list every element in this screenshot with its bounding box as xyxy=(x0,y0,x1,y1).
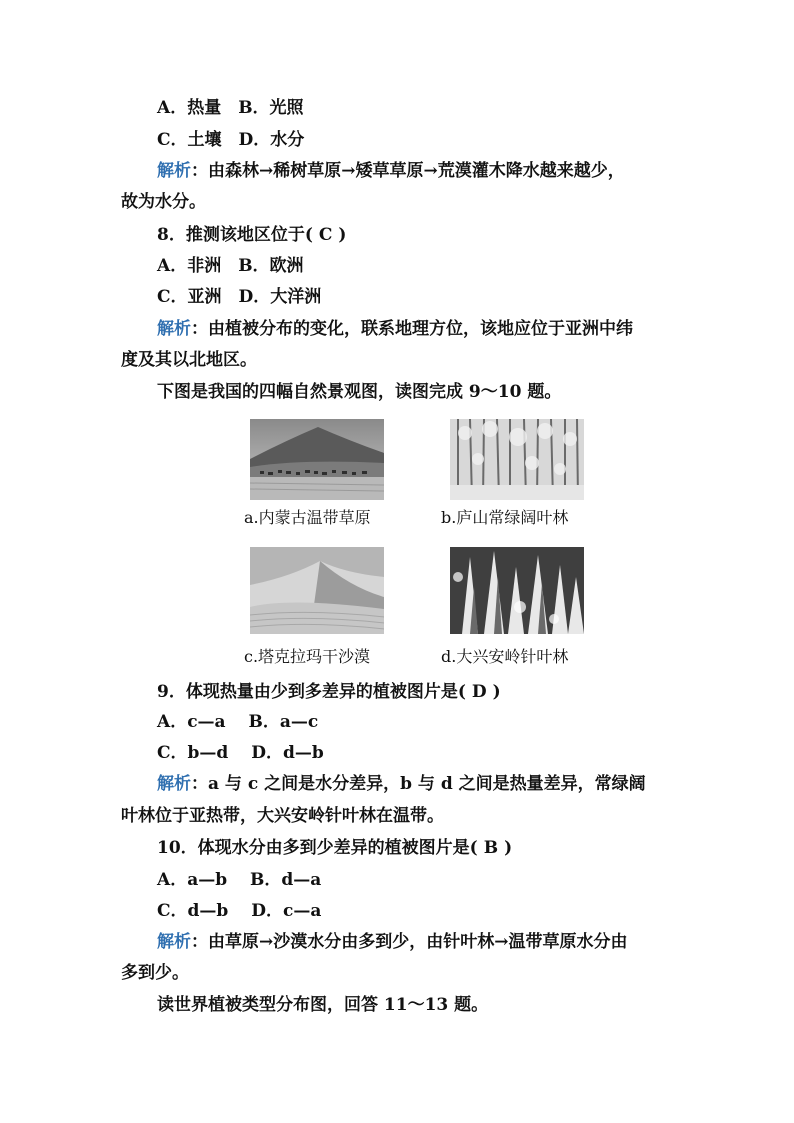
q8-stem-suffix: ) xyxy=(338,225,347,245)
photo-conifer-forest xyxy=(450,547,584,634)
q9-analysis-text-1: ：a 与 c 之间是水分差异，b 与 d 之间是热量差异，常绿阔 xyxy=(191,774,646,794)
analysis-label: 解析 xyxy=(157,774,191,794)
q7-analysis-text-2: 故为水分。 xyxy=(121,192,206,212)
q9-stem-suffix: ) xyxy=(492,682,501,702)
q10-option-row-1: A．a—b B．d—a xyxy=(157,870,322,890)
caption-b: b.庐山常绿阔叶林 xyxy=(441,508,569,527)
analysis-label: 解析 xyxy=(157,932,191,952)
q8-answer: C xyxy=(318,225,333,245)
q8-analysis-text-2: 度及其以北地区。 xyxy=(121,350,257,370)
q10-analysis xyxy=(157,931,717,953)
q7-analysis xyxy=(157,160,717,182)
analysis-label: 解析 xyxy=(157,319,191,339)
intro-11-13: 读世界植被类型分布图，回答 11～13 题。 xyxy=(157,995,489,1015)
q10-stem-prefix: 10．体现水分由多到少差异的植被图片是( xyxy=(157,838,478,858)
q8-option-row-1: A．非洲 B．欧洲 xyxy=(157,256,304,276)
photo-grassland xyxy=(250,419,384,500)
photo-desert xyxy=(250,547,384,634)
q8-stem-prefix: 8．推测该地区位于( xyxy=(157,225,313,245)
q10-stem xyxy=(157,837,717,859)
q9-answer: D xyxy=(471,682,487,702)
q10-stem-suffix: ) xyxy=(504,838,513,858)
q8-analysis-text-1: ：由植被分布的变化，联系地理方位，该地应位于亚洲中纬 xyxy=(191,319,633,339)
caption-a: a.内蒙古温带草原 xyxy=(244,508,371,527)
analysis-label: 解析 xyxy=(157,161,191,181)
caption-d: d.大兴安岭针叶林 xyxy=(441,647,569,666)
caption-c: c.塔克拉玛干沙漠 xyxy=(244,647,371,666)
q10-option-row-2: C．d—b D．c—a xyxy=(157,901,322,921)
intro-9-10: 下图是我国的四幅自然景观图，读图完成 9～10 题。 xyxy=(157,382,562,402)
q8-option-row-2: C．亚洲 D．大洋洲 xyxy=(157,287,322,307)
q8-analysis xyxy=(157,318,717,340)
q9-analysis xyxy=(157,773,717,795)
q9-stem-prefix: 9．体现热量由少到多差异的植被图片是( xyxy=(157,682,466,702)
q10-analysis-text-1: ：由草原→沙漠水分由多到少，由针叶林→温带草原水分由 xyxy=(191,932,628,952)
photo-broadleaf-forest xyxy=(450,419,584,500)
q9-option-row-2: C．b—d D．d—b xyxy=(157,743,324,763)
q8-stem xyxy=(157,224,717,246)
q7-option-row-2: C．土壤 D．水分 xyxy=(157,130,305,150)
q7-option-row-1: A．热量 B．光照 xyxy=(157,98,304,118)
q10-answer: B xyxy=(483,838,499,858)
q9-option-row-1: A．c—a B．a—c xyxy=(157,712,319,732)
q9-stem xyxy=(157,681,717,703)
q10-analysis-text-2: 多到少。 xyxy=(121,963,189,983)
q7-analysis-text-1: ：由森林→稀树草原→矮草草原→荒漠灌木降水越来越少， xyxy=(191,161,625,181)
q9-analysis-text-2: 叶林位于亚热带，大兴安岭针叶林在温带。 xyxy=(121,806,444,826)
